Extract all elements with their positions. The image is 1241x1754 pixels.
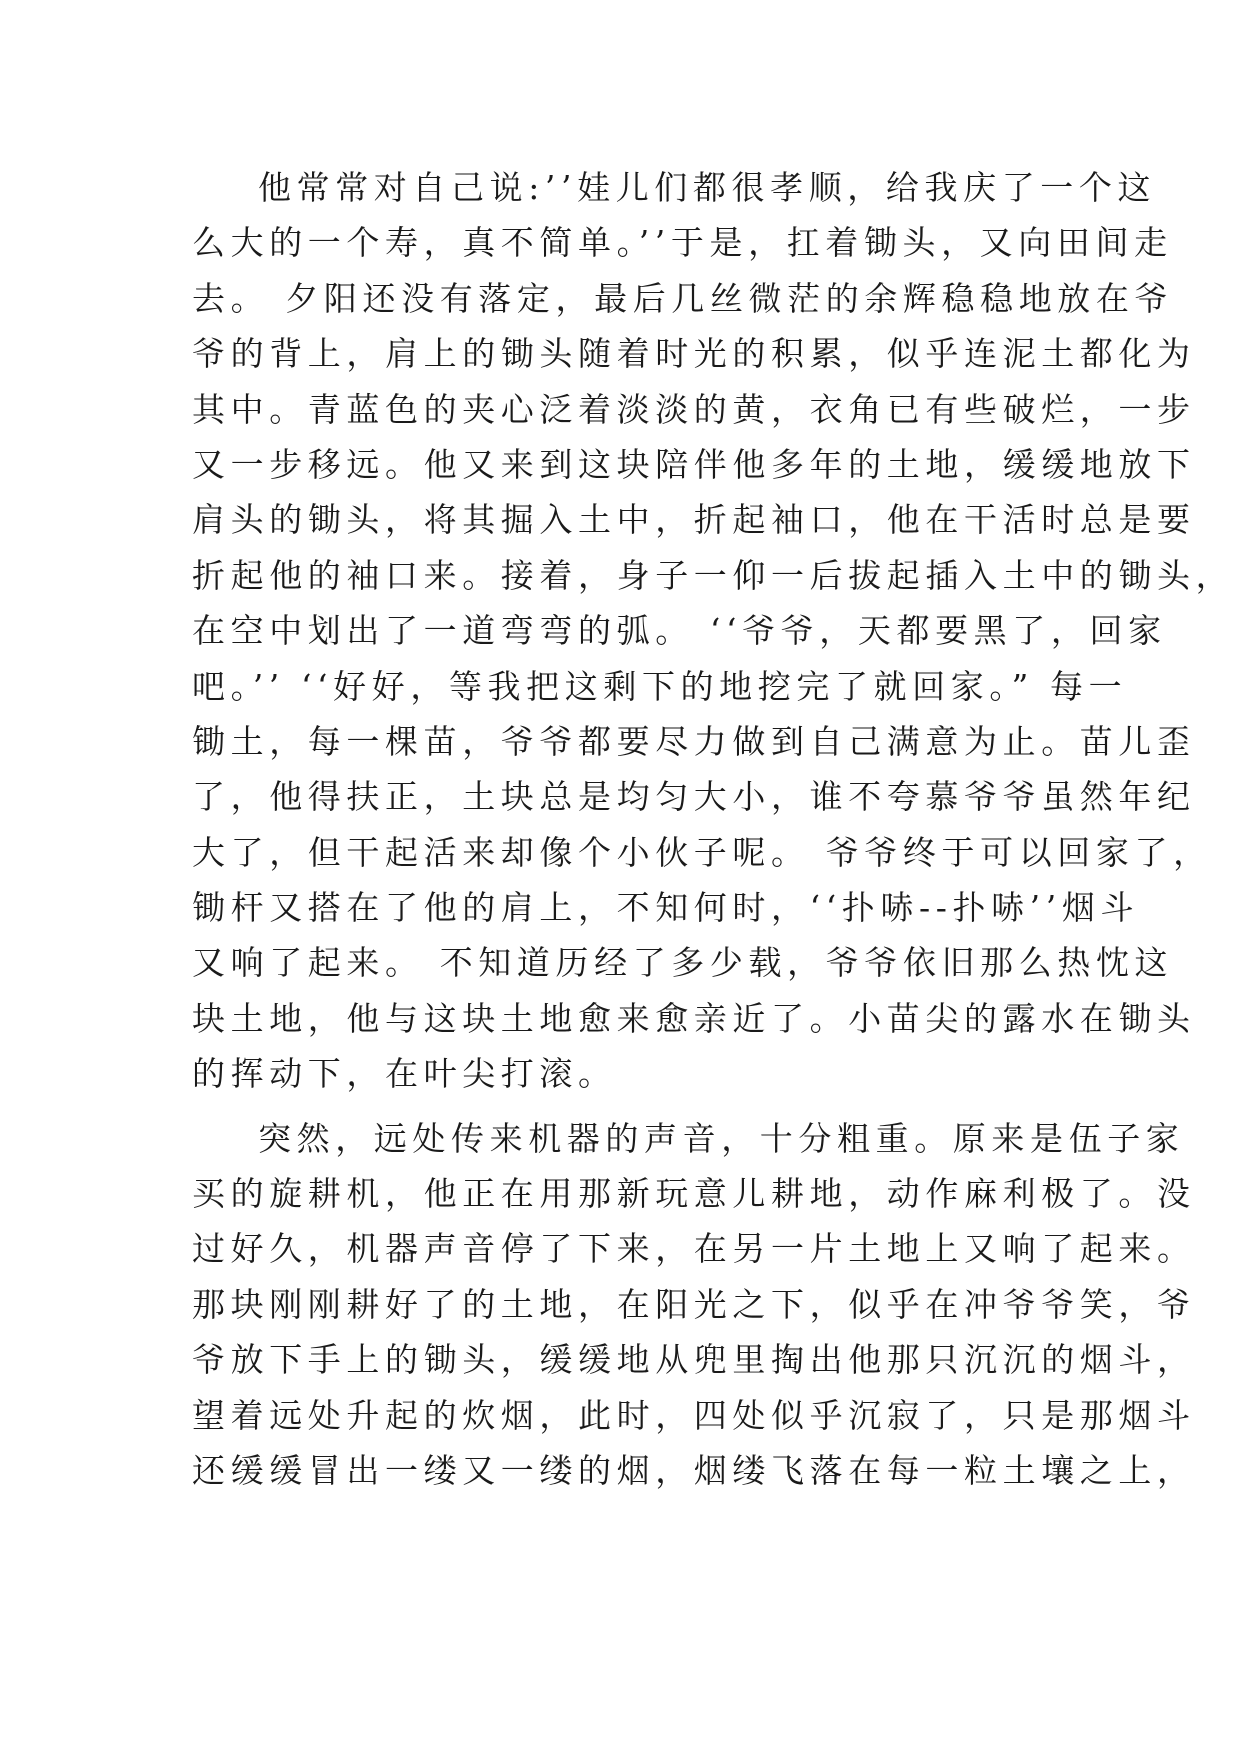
text-line: 么大的一个寿，真不简单。’’于是，扛着锄头，又向田间走 — [192, 223, 1173, 263]
text-line: 还缓缓冒出一缕又一缕的烟，烟缕飞落在每一粒土壤之上， — [192, 1450, 1196, 1490]
text-line: 望着远处升起的炊烟，此时，四处似乎沉寂了，只是那烟斗 — [192, 1395, 1196, 1435]
text-line: 块土地，他与这块土地愈来愈亲近了。小苗尖的露水在锄头 — [192, 998, 1196, 1038]
text-line: 锄土，每一棵苗，爷爷都要尽力做到自己满意为止。苗儿歪 — [192, 721, 1196, 761]
text-line: 爷放下手上的锄头，缓缓地从兜里掏出他那只沉沉的烟斗， — [192, 1340, 1196, 1380]
text-line: 买的旋耕机，他正在用那新玩意儿耕地，动作麻利极了。没 — [192, 1174, 1196, 1214]
text-line: 又一步移远。他又来到这块陪伴他多年的土地，缓缓地放下 — [192, 444, 1196, 484]
text-line: 肩头的锄头，将其掘入土中，折起袖口，他在干活时总是要 — [192, 500, 1196, 540]
text-line: 其中。青蓝色的夹心泛着淡淡的黄，衣角已有些破烂，一步 — [192, 389, 1196, 429]
text-line: 锄杆又搭在了他的肩上，不知何时，‘‘扑哧--扑哧’’烟斗 — [192, 888, 1140, 928]
text-line: 的挥动下，在叶尖打滚。 — [192, 1054, 617, 1094]
text-line: 突然，远处传来机器的声音，十分粗重。原来是伍子家 — [258, 1118, 1185, 1158]
text-line: 爷的背上，肩上的锄头随着时光的积累，似乎连泥土都化为 — [192, 334, 1196, 374]
text-line: 在空中划出了一道弯弯的弧。 ‘‘爷爷，天都要黑了，回家 — [192, 611, 1167, 651]
text-line: 大了，但干起活来却像个小伙子呢。 爷爷终于可以回家了， — [192, 832, 1212, 872]
text-line: 去。 夕阳还没有落定，最后几丝微茫的余辉稳稳地放在爷 — [192, 278, 1174, 318]
paragraph-2 — [192, 1111, 1196, 1499]
text-line: 他常常对自己说:’’娃儿们都很孝顺，给我庆了一个这 — [258, 168, 1157, 207]
text-line: 那块刚刚耕好了的土地，在阳光之下，似乎在冲爷爷笑，爷 — [192, 1284, 1196, 1324]
text-line: 吧。’’ ‘‘好好，等我把这剩下的地挖完了就回家。” 每一 — [192, 666, 1128, 706]
text-line: 过好久，机器声音停了下来，在另一片土地上又响了起来。 — [192, 1229, 1196, 1269]
paragraph-1 — [192, 160, 1235, 1102]
body-text — [192, 160, 1235, 1498]
text-line: 折起他的袖口来。接着，身子一仰一后拔起插入土中的锄头， — [192, 555, 1235, 595]
text-line: 又响了起来。 不知道历经了多少载，爷爷依旧那么热忱这 — [192, 943, 1174, 983]
text-line: 了，他得扶正，土块总是均匀大小，谁不夸慕爷爷虽然年纪 — [192, 777, 1196, 817]
